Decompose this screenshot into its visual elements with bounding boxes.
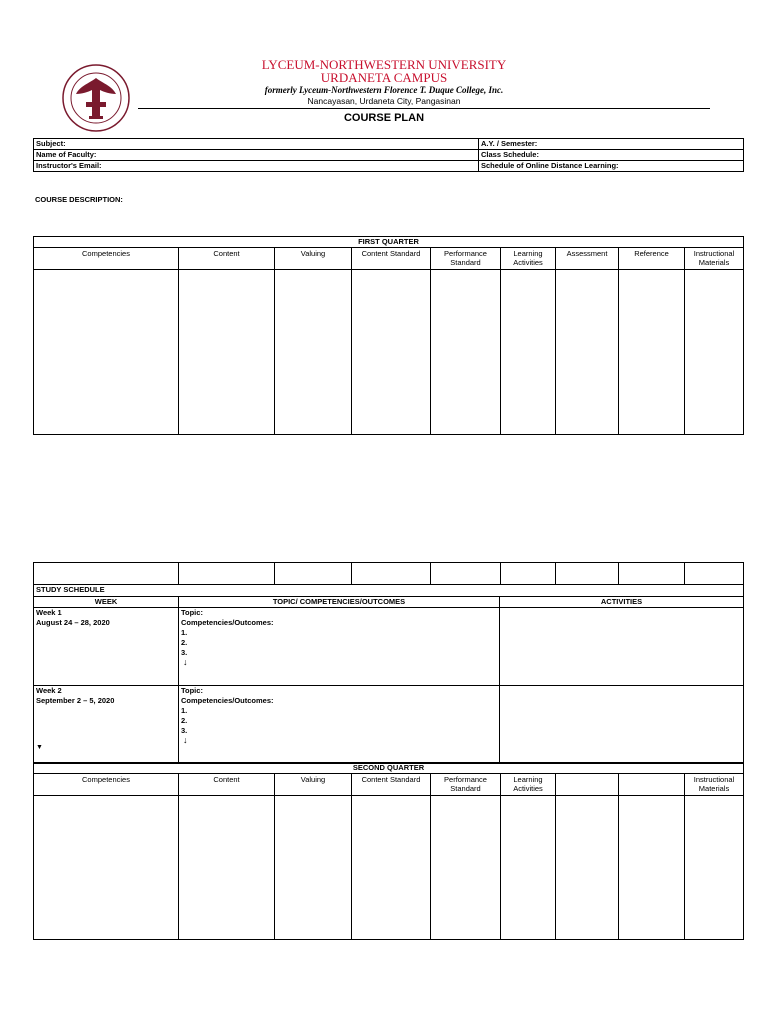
week-2-topic-cell[interactable] — [179, 686, 500, 764]
email-field[interactable]: Instructor's Email: — [34, 161, 479, 172]
study-schedule-title: STUDY SCHEDULE — [34, 585, 744, 597]
col-instructional-materials: Instructional Materials — [685, 248, 744, 270]
arrow-down-icon: ↓ — [183, 735, 188, 745]
table-cell[interactable] — [179, 563, 275, 585]
col-content-standard: Content Standard — [352, 248, 431, 270]
ay-semester-field[interactable]: A.Y. / Semester: — [479, 139, 744, 150]
table-cell[interactable] — [685, 796, 744, 940]
table-cell[interactable] — [501, 796, 556, 940]
list-item: 2. — [181, 638, 188, 647]
online-schedule-field[interactable]: Schedule of Online Distance Learning: — [479, 161, 744, 172]
col-instructional-materials: Instructional Materials — [685, 774, 744, 796]
col-assessment: Assessment — [556, 248, 619, 270]
faculty-field[interactable]: Name of Faculty: — [34, 150, 479, 161]
table-cell[interactable] — [501, 563, 556, 585]
first-quarter-title: FIRST QUARTER — [34, 237, 744, 248]
page-title: COURSE PLAN — [343, 112, 425, 124]
table-cell[interactable] — [685, 270, 744, 435]
col-valuing: Valuing — [275, 774, 352, 796]
table-cell[interactable] — [501, 270, 556, 435]
table-cell[interactable] — [619, 563, 685, 585]
table-cell[interactable] — [352, 796, 431, 940]
week-1-row — [34, 608, 744, 686]
arrow-down-icon: ↓ — [183, 657, 188, 667]
competencies-label: Competencies/Outcomes: — [181, 618, 274, 627]
week-1-topic-cell[interactable] — [179, 608, 500, 686]
continuation-row[interactable] — [34, 563, 744, 585]
week-dates: August 24 – 28, 2020 — [36, 618, 110, 627]
col-content: Content — [179, 248, 275, 270]
topic-header: TOPIC/ COMPETENCIES/OUTCOMES — [179, 597, 500, 608]
week-1-activities-cell[interactable] — [500, 608, 744, 686]
continuation-row-table — [33, 562, 744, 585]
col-performance-standard: Performance Standard — [431, 248, 501, 270]
col-performance-standard: Performance Standard — [431, 774, 501, 796]
col-competencies: Competencies — [34, 248, 179, 270]
subject-field[interactable]: Subject: — [34, 139, 479, 150]
week-2-row — [34, 686, 744, 764]
week-2-activities-cell[interactable] — [500, 686, 744, 764]
table-cell[interactable] — [619, 796, 685, 940]
list-item: 3. — [181, 726, 188, 735]
week-header: WEEK — [34, 597, 179, 608]
document-header — [0, 0, 768, 124]
table-cell[interactable] — [34, 796, 179, 940]
competencies-label: Competencies/Outcomes: — [181, 696, 274, 705]
week-2-cell[interactable] — [34, 686, 179, 764]
table-cell[interactable] — [431, 796, 501, 940]
class-schedule-field[interactable]: Class Schedule: — [479, 150, 744, 161]
course-description-label: COURSE DESCRIPTION: — [35, 195, 123, 204]
table-cell[interactable] — [556, 563, 619, 585]
arrow-down-icon: ▼ — [36, 744, 43, 751]
second-quarter-table — [33, 762, 744, 940]
table-cell[interactable] — [431, 563, 501, 585]
table-cell[interactable] — [275, 796, 352, 940]
list-item: 1. — [181, 628, 188, 637]
col-reference: Reference — [619, 248, 685, 270]
list-item: 2. — [181, 716, 188, 725]
header-divider — [138, 108, 710, 109]
table-cell[interactable] — [179, 796, 275, 940]
table-cell[interactable] — [556, 270, 619, 435]
formerly-name: formerly Lyceum-Northwestern Florence T. Duque College, Inc. — [264, 85, 504, 95]
list-item: 3. — [181, 648, 188, 657]
first-quarter-table — [33, 236, 744, 435]
col-competencies: Competencies — [34, 774, 179, 796]
col-blank — [556, 774, 619, 796]
col-learning-activities: Learning Activities — [501, 248, 556, 270]
university-name: LYCEUM-NORTHWESTERN UNIVERSITY URDANETA CAMPUS — [261, 57, 507, 85]
table-cell[interactable] — [352, 270, 431, 435]
course-info-table — [33, 138, 744, 172]
activities-header: ACTIVITIES — [500, 597, 744, 608]
table-cell[interactable] — [619, 270, 685, 435]
topic-label: Topic: — [181, 686, 203, 695]
week-dates: September 2 – 5, 2020 — [36, 696, 115, 705]
campus-address: Nancayasan, Urdaneta City, Pangasinan — [307, 96, 461, 106]
first-quarter-entry-row[interactable] — [34, 270, 744, 435]
table-cell[interactable] — [556, 796, 619, 940]
col-content: Content — [179, 774, 275, 796]
table-cell[interactable] — [275, 563, 352, 585]
second-quarter-entry-row[interactable] — [34, 796, 744, 940]
table-cell[interactable] — [431, 270, 501, 435]
col-valuing: Valuing — [275, 248, 352, 270]
week-label: Week 2 — [36, 686, 62, 695]
study-schedule-table — [33, 584, 744, 764]
week-label: Week 1 — [36, 608, 62, 617]
table-cell[interactable] — [275, 270, 352, 435]
col-learning-activities: Learning Activities — [501, 774, 556, 796]
col-blank — [619, 774, 685, 796]
table-cell[interactable] — [179, 270, 275, 435]
table-cell[interactable] — [34, 270, 179, 435]
col-content-standard: Content Standard — [352, 774, 431, 796]
table-cell[interactable] — [685, 563, 744, 585]
second-quarter-title: SECOND QUARTER — [34, 763, 744, 774]
list-item: 1. — [181, 706, 188, 715]
table-cell[interactable] — [352, 563, 431, 585]
week-1-cell[interactable] — [34, 608, 179, 686]
topic-label: Topic: — [181, 608, 203, 617]
table-cell[interactable] — [34, 563, 179, 585]
